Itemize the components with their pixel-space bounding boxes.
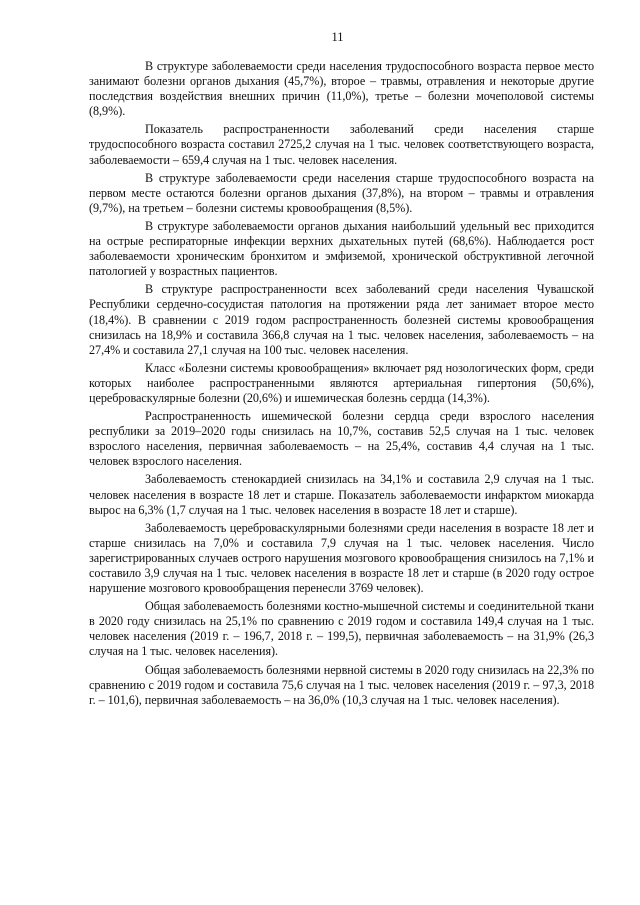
paragraph-angina-infarction: Заболеваемость стенокардией снизилась на 34,1% и составила 2,9 случая на 1 тыс. человек населения в возрасте 18 лет и старше. Показатель заболеваемости инфарктом миокарда вырос на 6,3% (1,7 случая на 1 тыс. человек населения в возрасте 18 лет и старше). bbox=[89, 472, 594, 517]
page-number: 11 bbox=[331, 30, 344, 44]
paragraph-working-age-structure: В структуре заболеваемости среди населения трудоспособного возраста первое место занимают болезни органов дыхания (45,7%), второе – травмы, отравления и некоторые другие последствия воздействия внешних причин (11,0%), третье – болезни мочеполовой системы (8,9%). bbox=[89, 59, 594, 119]
paragraph-elderly-structure: В структуре заболеваемости среди населения старше трудоспособного возраста на первом месте остаются болезни органов дыхания (37,8%), на втором – травмы и отравления (9,7%), на третьем – болезни системы кровообращения (8,5%). bbox=[89, 170, 594, 215]
paragraph-cerebrovascular: Заболеваемость цереброваскулярными болезнями среди населения в возрасте 18 лет и старше снизилась на 7,0% и составила 7,9 случая на 1 тыс. человек населения. Число зарегистрированных случаев острого нарушения мозгового кровообращения снизилось на 7,1% и составило 3,9 случая на 1 тыс. человек населения в возрасте 18 лет и старше (в 2020 году острое нарушение мозгового кровообращения перенесли 3769 человек). bbox=[89, 520, 594, 596]
paragraph-cardiovascular: В структуре распространенности всех заболеваний среди населения Чувашской Республики сердечно-сосудистая патология на протяжении ряда лет занимает второе место (18,4%). В сравнении с 2019 годом распространенность болезней системы кровообращения снизилась на 18,9% и составила 366,8 случая на 1 тыс. человек населения, заболеваемость – на 27,4% и составила 27,1 случая на 100 тыс. человек населения. bbox=[89, 282, 594, 357]
paragraph-ischemic-heart: Распространенность ишемической болезни сердца среди взрослого населения республики за 2019–2020 годы снизилась на 10,7%, составив 52,5 случая на 1 тыс. человек взрослого населения, первичная заболеваемость – на 25,4%, составив 4,4 случая на 1 тыс. человек взрослого населения. bbox=[89, 409, 594, 469]
paragraph-circulatory-class: Класс «Болезни системы кровообращения» включает ряд нозологических форм, среди которых наиболее распространенными являются артериальная гипертония (50,6%), цереброваскулярные болезни (20,6%) и ишемическая болезнь сердца (14,3%). bbox=[89, 360, 594, 405]
paragraph-respiratory: В структуре заболеваемости органов дыхания наибольший удельный вес приходится на острые респираторные инфекции верхних дыхательных путей (68,6%). Наблюдается рост заболеваемости хроническим бронхитом и эмфиземой, хронической обструктивной легочной патологией у возрастных пациентов. bbox=[89, 218, 594, 279]
paragraph-musculoskeletal: Общая заболеваемость болезнями костно-мышечной системы и соединительной ткани в 2020 году снизилась на 25,1% по сравнению с 2019 годом и составила 149,4 случая на 1 тыс. человек населения (2019 г. – 196,7, 2018 г. – 199,5), первичная заболеваемость – на 31,9% (26,3 случая на 1 тыс. человек населения). bbox=[89, 599, 594, 659]
paragraph-elderly-prevalence: Показатель распространенности заболеваний среди населения старше трудоспособного возраста составил 2725,2 случая на 1 тыс. человек соответствующего возраста, заболеваемости – 659,4 случая на 1 тыс. человек населения. bbox=[89, 122, 594, 167]
paragraph-nervous-system: Общая заболеваемость болезнями нервной системы в 2020 году снизилась на 22,3% по сравнению с 2019 годом и составила 75,6 случая на 1 тыс. человек населения (2019 г. – 97,3, 2018 г. – 101,6), первичная заболеваемость – на 36,0% (10,3 случая на 1 тыс. человек населения). bbox=[89, 662, 594, 707]
